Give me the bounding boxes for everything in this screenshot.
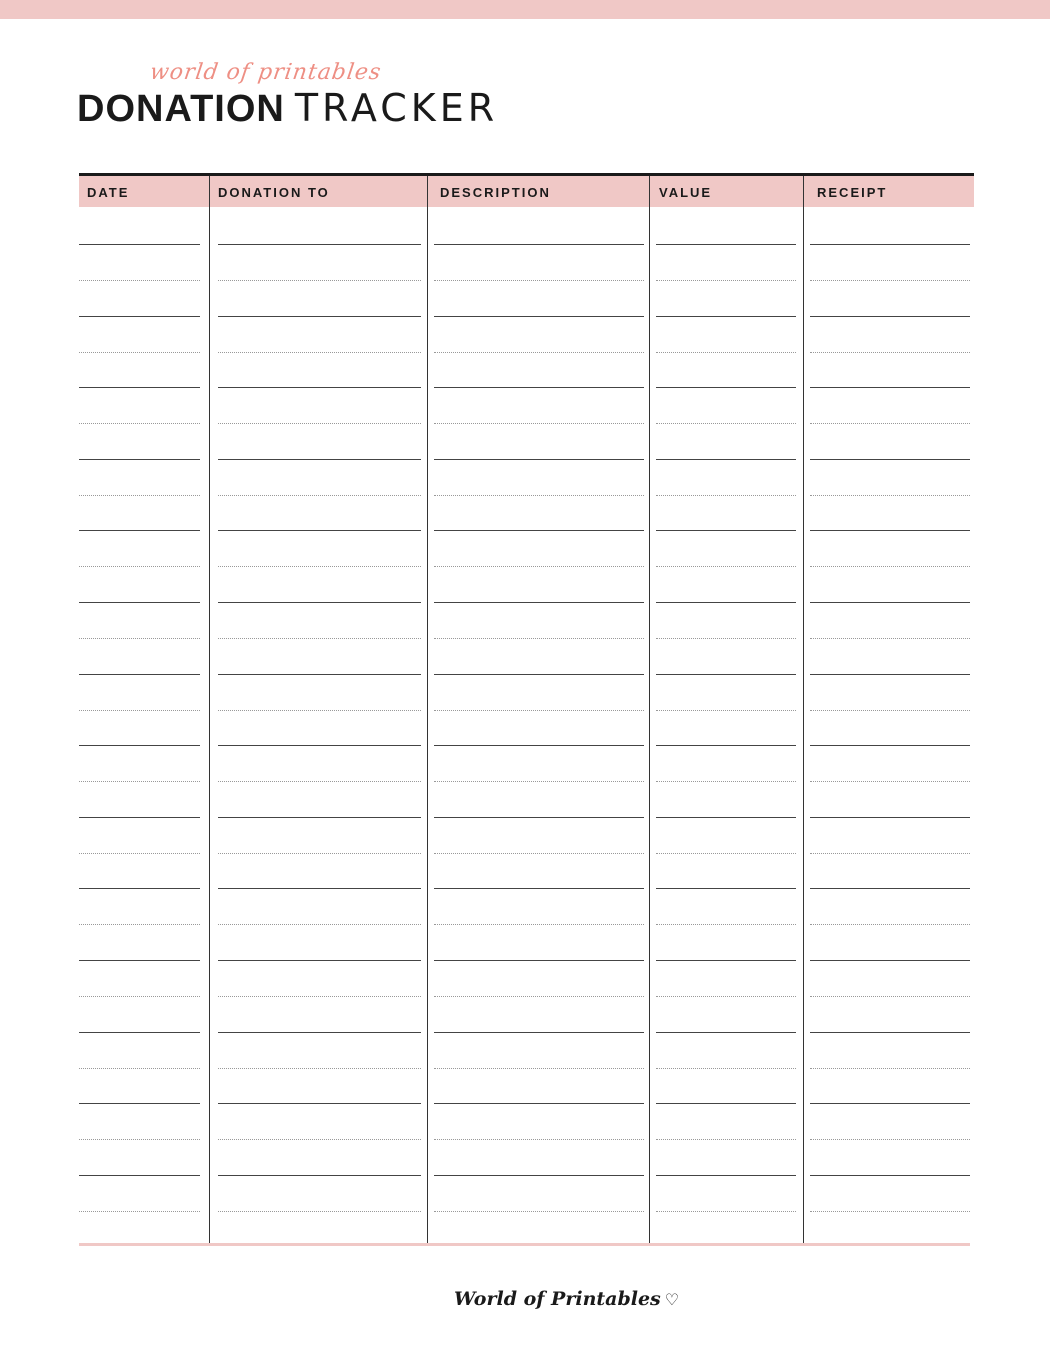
dotted-guide-line — [218, 710, 421, 711]
title-light-word: TRACKER — [294, 86, 499, 130]
dotted-guide-line — [810, 924, 970, 925]
write-line — [79, 602, 200, 603]
write-line — [434, 1175, 644, 1176]
dotted-guide-line — [218, 638, 421, 639]
dotted-guide-line — [656, 853, 796, 854]
write-line — [656, 1175, 796, 1176]
dotted-guide-line — [79, 853, 200, 854]
dotted-guide-line — [810, 352, 970, 353]
dotted-guide-line — [810, 638, 970, 639]
write-line — [79, 530, 200, 531]
dotted-guide-line — [434, 1211, 644, 1212]
dotted-guide-line — [656, 996, 796, 997]
column-divider — [209, 176, 210, 1243]
write-line — [79, 316, 200, 317]
write-line — [434, 817, 644, 818]
heart-outline-icon: ♡ — [664, 1290, 680, 1309]
dotted-guide-line — [218, 566, 421, 567]
dotted-guide-line — [434, 924, 644, 925]
write-line — [810, 745, 970, 746]
dotted-guide-line — [218, 996, 421, 997]
write-line — [79, 1175, 200, 1176]
write-line — [79, 888, 200, 889]
dotted-guide-line — [434, 352, 644, 353]
dotted-guide-line — [434, 853, 644, 854]
write-line — [656, 1032, 796, 1033]
write-line — [656, 459, 796, 460]
dotted-guide-line — [79, 495, 200, 496]
write-line — [434, 888, 644, 889]
dotted-guide-line — [79, 352, 200, 353]
write-line — [656, 530, 796, 531]
write-line — [218, 1175, 421, 1176]
write-line — [434, 1032, 644, 1033]
column-header-receipt: RECEIPT — [817, 185, 888, 200]
write-line — [656, 387, 796, 388]
write-line — [218, 745, 421, 746]
write-line — [434, 530, 644, 531]
table-header-bar — [79, 173, 974, 207]
write-line — [810, 1103, 970, 1104]
write-line — [810, 888, 970, 889]
column-divider — [649, 176, 650, 1243]
write-line — [218, 459, 421, 460]
dotted-guide-line — [79, 566, 200, 567]
donation-table — [79, 173, 974, 1246]
dotted-guide-line — [656, 352, 796, 353]
dotted-guide-line — [810, 1068, 970, 1069]
dotted-guide-line — [218, 352, 421, 353]
top-accent-bar — [0, 0, 1050, 19]
write-line — [218, 244, 421, 245]
dotted-guide-line — [434, 566, 644, 567]
write-line — [656, 888, 796, 889]
write-line — [218, 316, 421, 317]
write-line — [656, 960, 796, 961]
dotted-guide-line — [79, 781, 200, 782]
write-line — [79, 817, 200, 818]
dotted-guide-line — [656, 781, 796, 782]
write-line — [218, 888, 421, 889]
dotted-guide-line — [656, 710, 796, 711]
write-line — [79, 960, 200, 961]
write-line — [218, 1032, 421, 1033]
dotted-guide-line — [218, 280, 421, 281]
dotted-guide-line — [810, 781, 970, 782]
write-line — [656, 674, 796, 675]
write-line — [656, 1103, 796, 1104]
dotted-guide-line — [810, 566, 970, 567]
write-line — [810, 387, 970, 388]
dotted-guide-line — [79, 423, 200, 424]
write-line — [810, 817, 970, 818]
write-line — [434, 674, 644, 675]
write-line — [810, 244, 970, 245]
dotted-guide-line — [218, 1211, 421, 1212]
write-line — [218, 387, 421, 388]
write-line — [656, 817, 796, 818]
dotted-guide-line — [810, 423, 970, 424]
dotted-guide-line — [218, 1139, 421, 1140]
write-line — [810, 602, 970, 603]
dotted-guide-line — [434, 781, 644, 782]
dotted-guide-line — [79, 280, 200, 281]
write-line — [434, 244, 644, 245]
write-line — [434, 316, 644, 317]
column-divider — [427, 176, 428, 1243]
dotted-guide-line — [218, 1068, 421, 1069]
dotted-guide-line — [434, 1139, 644, 1140]
write-line — [434, 1103, 644, 1104]
dotted-guide-line — [79, 1139, 200, 1140]
write-line — [656, 745, 796, 746]
write-line — [810, 459, 970, 460]
write-line — [656, 316, 796, 317]
page-title — [77, 86, 498, 131]
write-line — [218, 817, 421, 818]
write-line — [79, 745, 200, 746]
dotted-guide-line — [434, 710, 644, 711]
dotted-guide-line — [656, 638, 796, 639]
brand-script-logo: world of printables — [148, 60, 384, 85]
dotted-guide-line — [656, 1211, 796, 1212]
dotted-guide-line — [434, 1068, 644, 1069]
dotted-guide-line — [434, 495, 644, 496]
dotted-guide-line — [810, 710, 970, 711]
table-bottom-rule — [79, 1243, 970, 1246]
column-header-description: DESCRIPTION — [440, 185, 551, 200]
dotted-guide-line — [434, 423, 644, 424]
write-line — [810, 530, 970, 531]
dotted-guide-line — [218, 781, 421, 782]
dotted-guide-line — [434, 280, 644, 281]
title-bold-word: DONATION — [77, 88, 285, 130]
dotted-guide-line — [810, 853, 970, 854]
write-line — [656, 602, 796, 603]
write-line — [218, 1103, 421, 1104]
dotted-guide-line — [810, 1139, 970, 1140]
column-header-date: DATE — [87, 185, 130, 200]
dotted-guide-line — [810, 495, 970, 496]
write-line — [656, 244, 796, 245]
write-line — [79, 244, 200, 245]
dotted-guide-line — [434, 996, 644, 997]
dotted-guide-line — [79, 638, 200, 639]
write-line — [434, 745, 644, 746]
write-line — [218, 602, 421, 603]
write-line — [810, 960, 970, 961]
write-line — [218, 674, 421, 675]
write-line — [810, 1032, 970, 1033]
write-line — [79, 387, 200, 388]
dotted-guide-line — [434, 638, 644, 639]
dotted-guide-line — [656, 1139, 796, 1140]
dotted-guide-line — [218, 853, 421, 854]
write-line — [434, 602, 644, 603]
write-line — [218, 530, 421, 531]
dotted-guide-line — [656, 280, 796, 281]
dotted-guide-line — [218, 924, 421, 925]
column-divider — [803, 176, 804, 1243]
footer-brand-label: World of Printables — [454, 1288, 661, 1310]
write-line — [434, 960, 644, 961]
dotted-guide-line — [810, 280, 970, 281]
dotted-guide-line — [656, 495, 796, 496]
dotted-guide-line — [810, 996, 970, 997]
column-header-value: VALUE — [659, 185, 713, 200]
dotted-guide-line — [656, 423, 796, 424]
write-line — [434, 459, 644, 460]
write-line — [79, 1103, 200, 1104]
dotted-guide-line — [79, 1211, 200, 1212]
dotted-guide-line — [656, 1068, 796, 1069]
write-line — [810, 674, 970, 675]
write-line — [79, 1032, 200, 1033]
write-line — [218, 960, 421, 961]
write-line — [79, 459, 200, 460]
footer-brand — [454, 1288, 679, 1310]
dotted-guide-line — [79, 1068, 200, 1069]
dotted-guide-line — [656, 566, 796, 567]
dotted-guide-line — [79, 996, 200, 997]
dotted-guide-line — [79, 924, 200, 925]
write-line — [79, 674, 200, 675]
dotted-guide-line — [79, 710, 200, 711]
write-line — [810, 316, 970, 317]
dotted-guide-line — [810, 1211, 970, 1212]
dotted-guide-line — [218, 423, 421, 424]
dotted-guide-line — [656, 924, 796, 925]
write-line — [434, 387, 644, 388]
dotted-guide-line — [218, 495, 421, 496]
column-header-donation-to: DONATION TO — [218, 185, 330, 200]
write-line — [810, 1175, 970, 1176]
